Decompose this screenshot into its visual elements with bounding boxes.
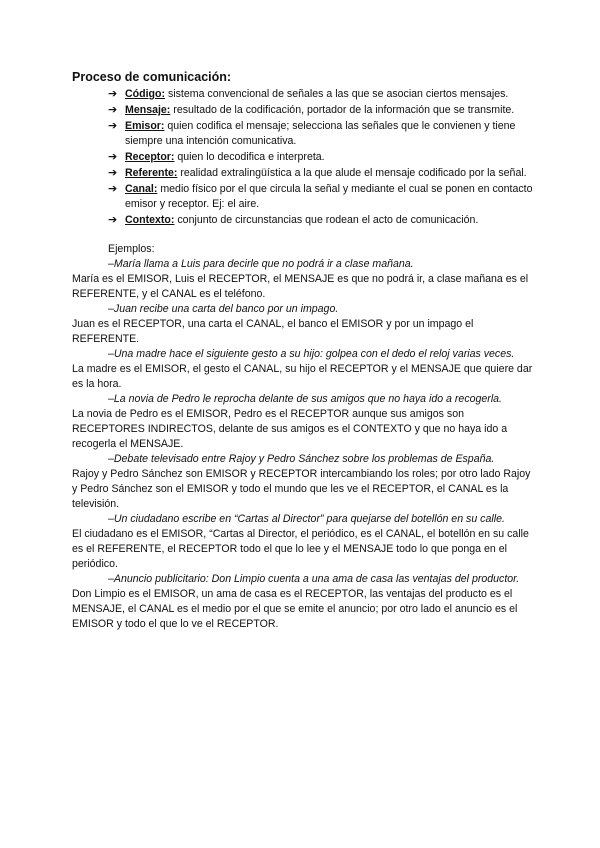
example-title: –Debate televisado entre Rajoy y Pedro Sánchez sobre los problemas de España.: [108, 453, 495, 465]
definition-term: Código:: [125, 88, 166, 100]
arrow-right-icon: ➔: [108, 167, 118, 179]
arrow-right-icon: ➔: [108, 104, 118, 116]
definition-text: quien codifica el mensaje; selecciona las señales que le convienen y tiene siempre una intención comunicativa.: [125, 120, 516, 147]
page-title: Proceso de comunicación:: [72, 70, 232, 84]
definition-text: conjunto de circunstancias que rodean el acto de comunicación.: [174, 214, 479, 226]
definition-item: [108, 213, 534, 228]
arrow-right-icon: ➔: [108, 183, 118, 195]
example-title: –Anuncio publicitario: Don Limpio cuenta a una ama de casa las ventajas del productor.: [108, 573, 520, 585]
example-text: La madre es el EMISOR, el gesto el CANAL, su hijo el RECEPTOR y el MENSAJE que quiere dar es la hora.: [72, 363, 533, 390]
example-title: –María llama a Luis para decirle que no podrá ir a clase mañana.: [108, 258, 414, 270]
definition-term: Emisor:: [125, 120, 165, 132]
definition-item: [108, 166, 534, 181]
example-title: –La novia de Pedro le reprocha delante de sus amigos que no haya ido a recogerla.: [108, 393, 503, 405]
definition-term: Canal:: [125, 183, 158, 195]
example-text: María es el EMISOR, Luis el RECEPTOR, el MENSAJE es que no podrá ir, a clase mañana es el REFERENTE, y el CANAL es el teléfono.: [72, 273, 529, 300]
example-text: Rajoy y Pedro Sánchez son EMISOR y RECEPTOR intercambiando los roles; por otro lado Rajoy y Pedro Sánchez son el EMISOR y todo el mundo que les ve el RECEPTOR, el CANAL es la televisión.: [72, 468, 531, 510]
examples-heading: Ejemplos:: [108, 243, 155, 255]
definition-text: realidad extralingüística a la que alude el mensaje codificado por la señal.: [177, 167, 527, 179]
definition-item: [108, 119, 534, 149]
example-text: Don Limpio es el EMISOR, un ama de casa es el RECEPTOR, las ventajas del producto es el MENSAJE, el CANAL es el medio por el que se emite el anuncio; por otro lado el anuncio es el EMISOR y todo el que lo ve el RECEPTOR.: [72, 588, 518, 630]
definition-item: [108, 87, 534, 102]
definition-text: sistema convencional de señales a las que se asocian ciertos mensajes.: [165, 88, 509, 100]
example-text: Juan es el RECEPTOR, una carta el CANAL, el banco el EMISOR y por un impago el REFERENTE.: [72, 318, 474, 345]
example-title: –Un ciudadano escribe en “Cartas al Director” para quejarse del botellón en su calle.: [108, 513, 505, 525]
definition-text: quien lo decodifica e interpreta.: [174, 151, 325, 163]
definition-term: Referente:: [125, 167, 178, 179]
definition-item: [108, 182, 534, 212]
arrow-right-icon: ➔: [108, 214, 118, 226]
example-text: El ciudadano es el EMISOR, “Cartas al Director, el periódico, es el CANAL, el botellón en su calle es el REFERENTE, el RECEPTOR todo el que lo lee y el MENSAJE todo lo que ponga en el periódico.: [72, 528, 529, 570]
example-title: –Juan recibe una carta del banco por un impago.: [108, 303, 339, 315]
arrow-right-icon: ➔: [108, 88, 118, 100]
definition-text: resultado de la codificación, portador de la información que se transmite.: [170, 104, 515, 116]
document-page: [72, 70, 534, 632]
definition-term: Mensaje:: [125, 104, 171, 116]
examples-section: [72, 242, 534, 632]
definition-text: medio físico por el que circula la señal y mediante el cual se ponen en contacto emisor y receptor. Ej: el aire.: [125, 183, 533, 210]
definition-term: Contexto:: [125, 214, 175, 226]
definitions-list: [72, 87, 534, 228]
definition-item: [108, 103, 534, 118]
example-title: –Una madre hace el siguiente gesto a su hijo: golpea con el dedo el reloj varias veces.: [108, 348, 515, 360]
arrow-right-icon: ➔: [108, 120, 118, 132]
definition-item: [108, 150, 534, 165]
example-text: La novia de Pedro es el EMISOR, Pedro es el RECEPTOR aunque sus amigos son RECEPTORES INDIRECTOS, delante de sus amigos es el CONTEXTO y que no haya ido a recogerla el MENSAJE.: [72, 408, 508, 450]
arrow-right-icon: ➔: [108, 151, 118, 163]
definition-term: Receptor:: [125, 151, 175, 163]
